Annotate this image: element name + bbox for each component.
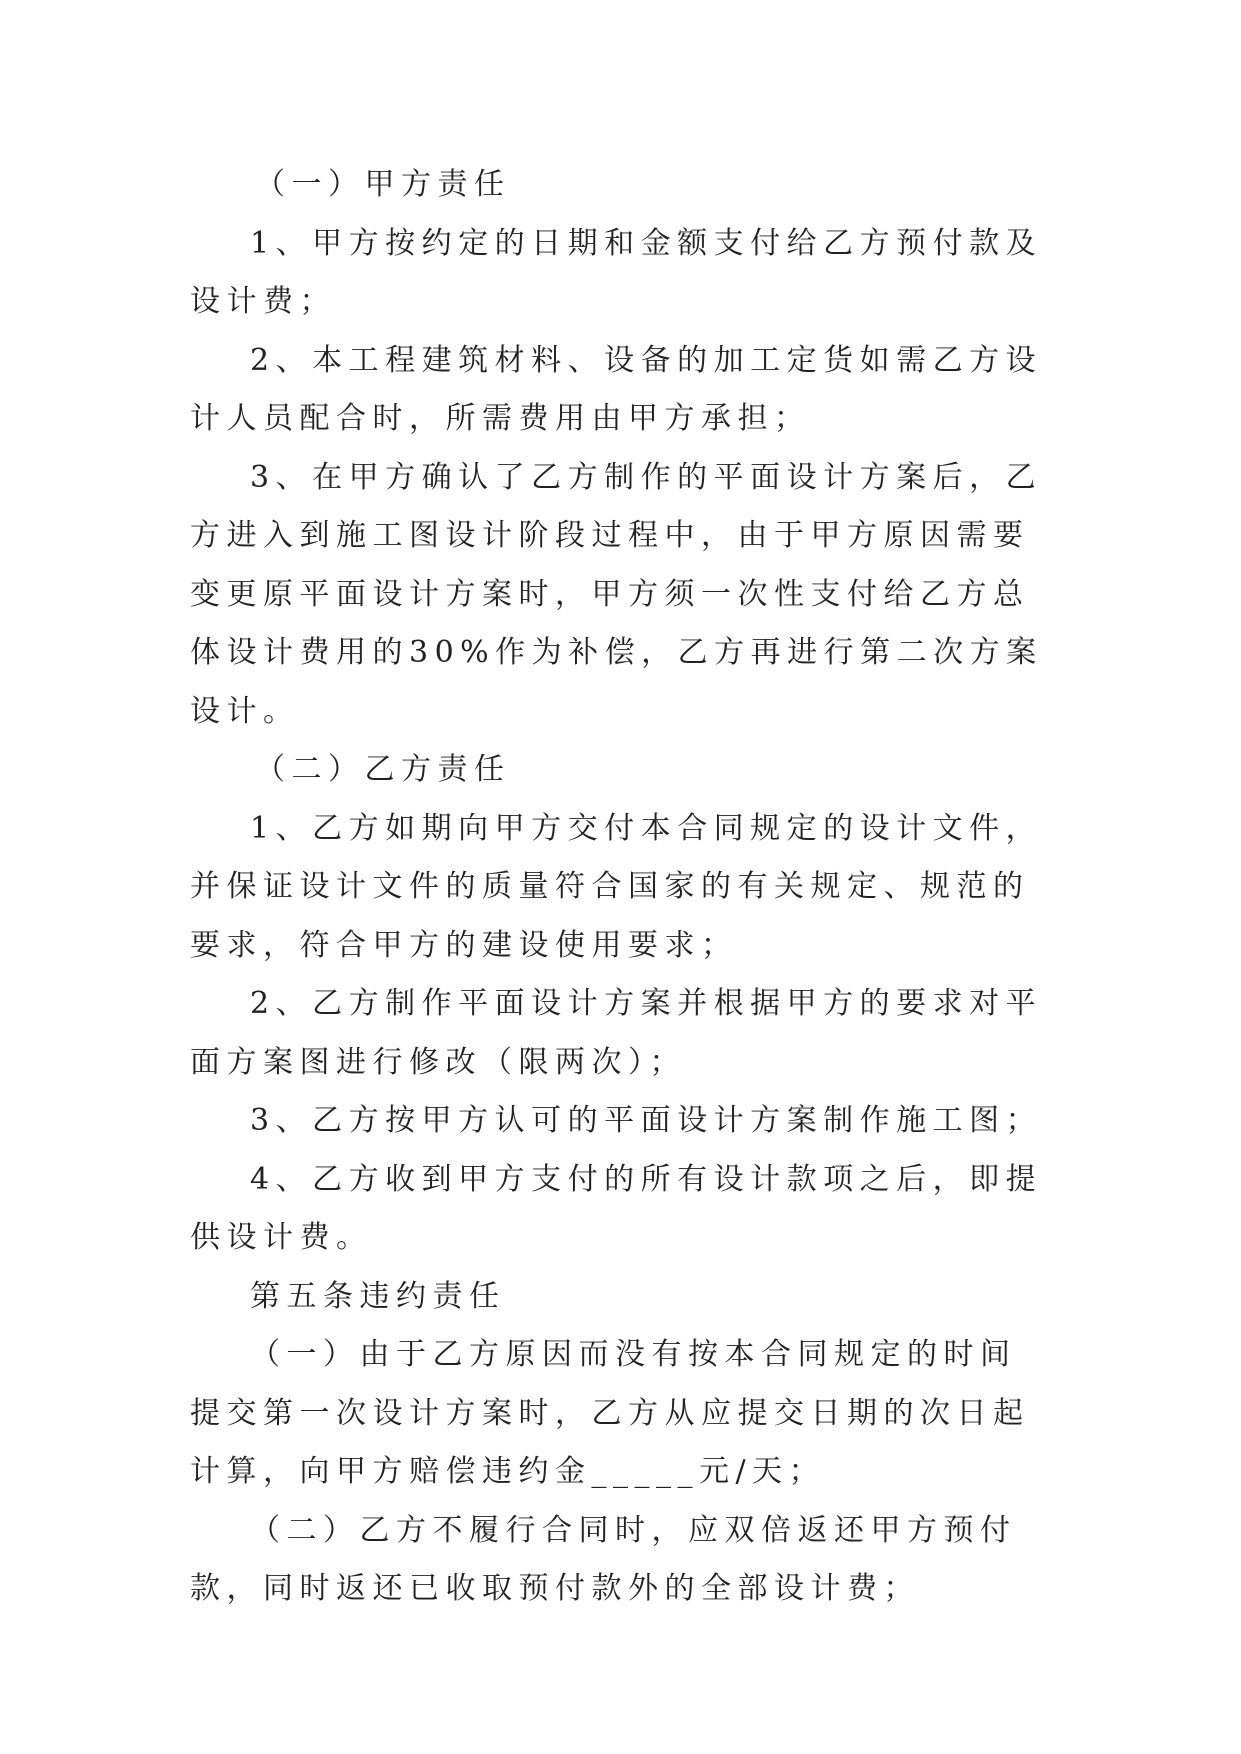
- document-page: [190, 156, 1050, 1619]
- party-b-clause-4: 4、乙方收到甲方支付的所有设计款项之后，即提供设计费。: [190, 1161, 1043, 1255]
- article-5-title: 第五条违约责任: [250, 1278, 506, 1314]
- section-heading-party-b: （二）乙方责任: [255, 752, 511, 787]
- breach-clause-1: （一）由于乙方原因而没有按本合同规定的时间提交第一次设计方案时，乙方从应提交日期的次日起计算，向甲方赔偿违约金_____元/天；: [190, 1337, 1030, 1489]
- party-b-clause-3: 3、乙方按甲方认可的平面设计方案制作施工图；: [250, 1103, 1043, 1138]
- party-a-clause-1: 1、甲方按约定的日期和金额支付给乙方预付款及设计费；: [190, 225, 1043, 319]
- party-b-clause-2: 2、乙方制作平面设计方案并根据甲方的要求对平面方案图进行修改（限两次）；: [190, 986, 1043, 1080]
- breach-clause-2: （二）乙方不履行合同时，应双倍返还甲方预付款，同时返还已收取预付款外的全部设计费；: [190, 1512, 1017, 1606]
- party-b-clause-1: 1、乙方如期向甲方交付本合同规定的设计文件，并保证设计文件的质量符合国家的有关规定、规范的要求，符合甲方的建设使用要求；: [190, 810, 1043, 963]
- party-a-clause-2: 2、本工程建筑材料、设备的加工定货如需乙方设计人员配合时，所需费用由甲方承担；: [190, 342, 1043, 436]
- section-heading-party-a: （一）甲方责任: [255, 167, 511, 202]
- party-a-clause-3: 3、在甲方确认了乙方制作的平面设计方案后，乙方进入到施工图设计阶段过程中，由于甲方原因需要变更原平面设计方案时，甲方须一次性支付给乙方总体设计费用的30%作为补偿，乙方再进行第二次方案设计。: [190, 459, 1043, 729]
